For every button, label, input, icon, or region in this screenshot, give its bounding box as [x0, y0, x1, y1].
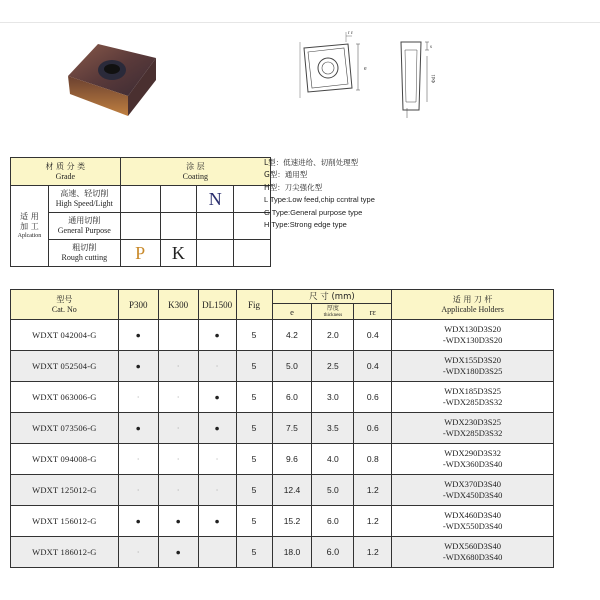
note-h-en: H Type:Strong edge type	[264, 220, 347, 230]
fig-cell: 5	[236, 413, 272, 444]
row-high-speed-cn: 高速、轻切削	[60, 189, 109, 198]
p300-cell: ●	[118, 320, 158, 351]
col-holders-cn: 适 用 刀 杆	[452, 294, 493, 304]
grade-table	[10, 157, 271, 267]
application-cn-1: 适 用	[20, 212, 39, 221]
d1-label: Φd1	[432, 74, 437, 83]
r-cell: 0.4	[354, 351, 392, 382]
thickness-cell: 3.5	[312, 413, 354, 444]
row-general	[48, 213, 120, 240]
holders-cell	[392, 537, 554, 568]
coating-header	[120, 158, 270, 186]
holders-cell	[392, 413, 554, 444]
col-thickness-en: thickness	[323, 312, 343, 318]
dl1500-cell: ●	[198, 320, 236, 351]
letter-p: P	[135, 242, 146, 263]
dl1500-cell: ●	[198, 413, 236, 444]
row-rough-cn: 粗切削	[72, 243, 97, 252]
r-cell: 0.6	[354, 413, 392, 444]
table-row	[11, 537, 554, 568]
holders-cell	[392, 382, 554, 413]
col-holders-en: Applicable Holders	[441, 304, 504, 314]
col-r: rε	[354, 304, 392, 320]
row-rough-en: Rough cutting	[61, 253, 108, 262]
grade-cell	[160, 186, 197, 213]
holder-from: WDX290D3S32	[444, 448, 501, 458]
note-g-cn: G型：通用型	[264, 170, 308, 180]
grade-cell	[160, 213, 197, 240]
thickness-cell: 4.0	[312, 444, 354, 475]
holder-from: WDX230D3S25	[444, 417, 501, 427]
thickness-cell: 6.0	[312, 506, 354, 537]
grade-cell-n	[197, 186, 234, 213]
table-row	[11, 320, 554, 351]
thickness-cell: 5.0	[312, 475, 354, 506]
grade-header-en: Grade	[55, 171, 76, 181]
letter-k: K	[171, 242, 185, 263]
type-notes	[264, 157, 464, 231]
holder-from: WDX185D3S25	[444, 386, 501, 396]
letter-n: N	[208, 188, 222, 209]
row-high-speed-en: High Speed/Light	[55, 199, 113, 208]
col-fig: Fig	[236, 290, 272, 320]
p300-cell: ·	[118, 537, 158, 568]
e-cell: 18.0	[272, 537, 312, 568]
col-type	[11, 290, 119, 320]
row-general-cn: 通用切削	[68, 216, 101, 225]
application-en: Aplcation	[17, 233, 42, 239]
p300-cell: ·	[118, 444, 158, 475]
p300-cell: ·	[118, 475, 158, 506]
holders-cell	[392, 444, 554, 475]
e-cell: 15.2	[272, 506, 312, 537]
s-label: s	[430, 45, 432, 50]
holders-cell	[392, 506, 554, 537]
holders-cell	[392, 475, 554, 506]
col-type-cn: 型号	[56, 294, 73, 304]
grade-cell	[197, 213, 234, 240]
holders-cell	[392, 351, 554, 382]
col-e: e	[272, 304, 312, 320]
dl1500-cell: ●	[198, 506, 236, 537]
p300-cell: ●	[118, 351, 158, 382]
col-size: 尺 寸 (mm)	[272, 290, 392, 304]
k300-cell: ·	[158, 444, 198, 475]
grade-cell	[120, 213, 160, 240]
cat-no-cell: WDXT 073506-G	[11, 413, 119, 444]
fig-cell: 5	[236, 320, 272, 351]
table-row	[11, 475, 554, 506]
insert-side-drawing	[393, 36, 443, 120]
k300-cell	[158, 320, 198, 351]
fig-cell: 5	[236, 351, 272, 382]
col-dl1500: DL1500	[198, 290, 236, 320]
holder-to: -WDX550D3S40	[442, 521, 503, 531]
dl1500-cell: ·	[198, 475, 236, 506]
grade-cell-k	[160, 240, 197, 267]
grade-header-cn: 材 质 分 类	[45, 161, 86, 171]
grade-cell	[197, 240, 234, 267]
cat-no-cell: WDXT 125012-G	[11, 475, 119, 506]
k300-cell: ●	[158, 537, 198, 568]
e-label: e	[364, 66, 367, 72]
e-cell: 7.5	[272, 413, 312, 444]
r-cell: 0.6	[354, 382, 392, 413]
holder-from: WDX460D3S40	[444, 510, 501, 520]
thickness-cell: 3.0	[312, 382, 354, 413]
holder-to: -WDX360D3S40	[442, 459, 503, 469]
k300-cell: ·	[158, 382, 198, 413]
holder-from: WDX560D3S40	[444, 541, 501, 551]
table-row	[11, 351, 554, 382]
cat-no-cell: WDXT 052504-G	[11, 351, 119, 382]
e-cell: 4.2	[272, 320, 312, 351]
dl1500-cell: ·	[198, 351, 236, 382]
holder-to: -WDX130D3S20	[442, 335, 503, 345]
table-row	[11, 382, 554, 413]
table-row	[11, 444, 554, 475]
k300-cell: ·	[158, 351, 198, 382]
r-cell: 1.2	[354, 475, 392, 506]
k300-cell: ·	[158, 475, 198, 506]
r-cell: 1.2	[354, 506, 392, 537]
col-thickness	[312, 304, 354, 320]
col-holders	[392, 290, 554, 320]
thickness-cell: 2.5	[312, 351, 354, 382]
col-thickness-cn: 厚度	[326, 304, 339, 312]
e-cell: 12.4	[272, 475, 312, 506]
k300-cell: ●	[158, 506, 198, 537]
thickness-cell: 2.0	[312, 320, 354, 351]
col-p300: P300	[118, 290, 158, 320]
insert-spec-table	[10, 289, 554, 568]
fig-cell: 5	[236, 382, 272, 413]
holder-to: -WDX450D3S40	[442, 490, 503, 500]
cat-no-cell: WDXT 063006-G	[11, 382, 119, 413]
k300-cell: ·	[158, 413, 198, 444]
p300-cell: ●	[118, 506, 158, 537]
holder-to: -WDX180D3S25	[442, 366, 503, 376]
cat-no-cell: WDXT 042004-G	[11, 320, 119, 351]
dl1500-cell	[198, 537, 236, 568]
rs-label: r ε	[348, 31, 354, 36]
grade-cell	[234, 240, 271, 267]
top-divider	[0, 22, 600, 23]
note-l-cn: L型：低速进给、切削处理型	[264, 158, 359, 167]
fig-cell: 5	[236, 506, 272, 537]
cat-no-cell: WDXT 186012-G	[11, 537, 119, 568]
grade-cell	[120, 186, 160, 213]
fig-cell: 5	[236, 475, 272, 506]
fig-cell: 5	[236, 537, 272, 568]
dl1500-cell: ●	[198, 382, 236, 413]
cat-no-cell: WDXT 094008-G	[11, 444, 119, 475]
note-l-en: L Type:Low feed,chip ccntral type	[264, 195, 375, 205]
holder-from: WDX370D3S40	[444, 479, 501, 489]
fig-cell: 5	[236, 444, 272, 475]
holder-to: -WDX285D3S32	[442, 397, 503, 407]
note-h-cn: H型：刀尖强化型	[264, 182, 323, 192]
holders-cell	[392, 320, 554, 351]
application-cell	[11, 186, 49, 267]
holder-from: WDX155D3S20	[444, 355, 501, 365]
e-cell: 9.6	[272, 444, 312, 475]
cat-no-cell: WDXT 156012-G	[11, 506, 119, 537]
e-cell: 6.0	[272, 382, 312, 413]
p300-cell: ·	[118, 382, 158, 413]
r-cell: 0.8	[354, 444, 392, 475]
note-g-en: G Type:General purpose type	[264, 207, 363, 217]
col-type-en: Cat. No	[51, 304, 77, 314]
grade-header	[11, 158, 121, 186]
holder-from: WDX130D3S20	[444, 324, 501, 334]
coating-header-en: Coating	[182, 171, 209, 181]
p300-cell: ●	[118, 413, 158, 444]
r-cell: 0.4	[354, 320, 392, 351]
thickness-cell: 6.0	[312, 537, 354, 568]
insert-front-drawing	[290, 28, 390, 128]
row-general-en: General Purpose	[57, 226, 111, 235]
coating-header-cn: 涂 层	[186, 161, 205, 171]
row-high-speed	[48, 186, 120, 213]
grade-cell-p	[120, 240, 160, 267]
r-cell: 1.2	[354, 537, 392, 568]
holder-to: -WDX285D3S32	[442, 428, 503, 438]
insert-photo	[58, 36, 164, 128]
col-k300: K300	[158, 290, 198, 320]
dl1500-cell: ·	[198, 444, 236, 475]
table-row	[11, 413, 554, 444]
table-row	[11, 506, 554, 537]
e-cell: 5.0	[272, 351, 312, 382]
row-rough	[48, 240, 120, 267]
holder-to: -WDX680D3S40	[442, 552, 503, 562]
application-cn-2: 加 工	[20, 222, 39, 231]
